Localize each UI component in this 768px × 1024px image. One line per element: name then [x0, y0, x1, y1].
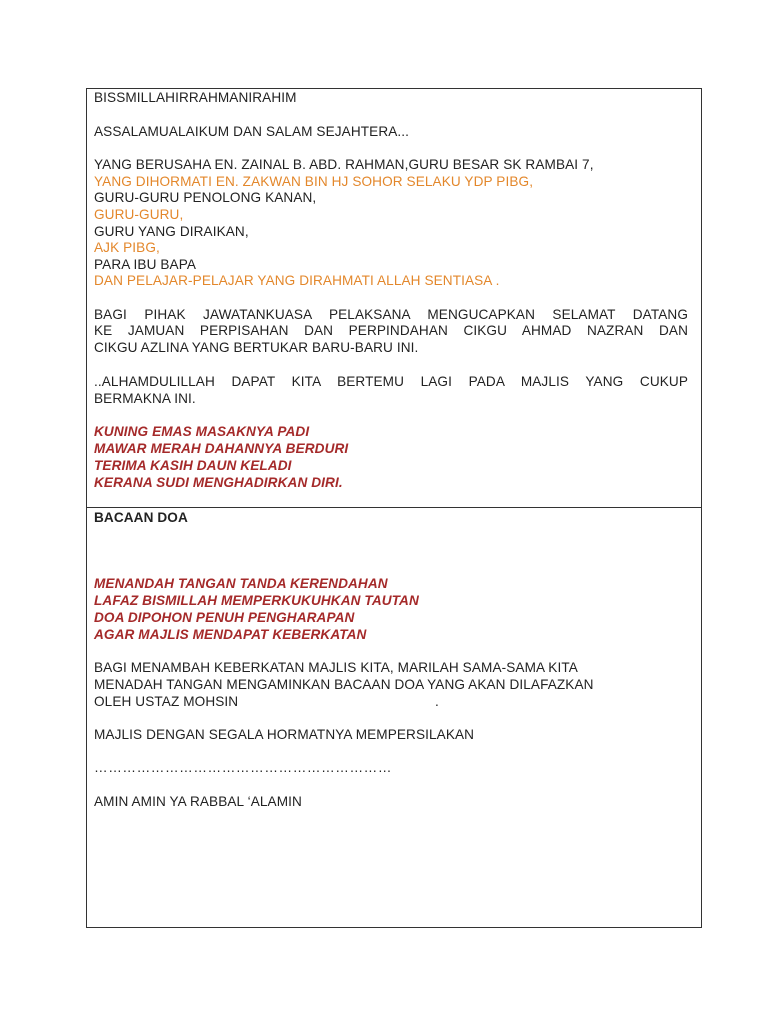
opening-speech-cell: [86, 88, 702, 508]
greeting-line: YANG DIHORMATI EN. ZAKWAN BIN HJ SOHOR SELAKU YDP PIBG,: [94, 174, 534, 189]
invitation-line: OLEH USTAZ MOHSIN: [94, 694, 239, 709]
greeting-line: GURU YANG DIRAIKAN,: [94, 224, 249, 239]
dotted-line: ………………………………………………………: [94, 760, 393, 775]
greeting-line: YANG BERUSAHA EN. ZAINAL B. ABD. RAHMAN,GURU BESAR SK RAMBAI 7,: [94, 157, 594, 172]
invitation-line: MENADAH TANGAN MENGAMINKAN BACAAN DOA YANG AKAN DILAFAZKAN: [94, 677, 594, 692]
greeting-line: AJK PIBG,: [94, 240, 160, 255]
salam-line: ASSALAMUALAIKUM DAN SALAM SEJAHTERA...: [94, 124, 410, 139]
doa-pantun-line: DOA DIPOHON PENUH PENGHARAPAN: [94, 610, 355, 625]
mempersilakan-line: MAJLIS DENGAN SEGALA HORMATNYA MEMPERSILAKAN: [94, 727, 475, 742]
greeting-line: GURU-GURU PENOLONG KANAN,: [94, 190, 317, 205]
doa-pantun-line: AGAR MAJLIS MENDAPAT KEBERKATAN: [94, 627, 367, 642]
amin-line: AMIN AMIN YA RABBAL ‘ALAMIN: [94, 794, 302, 809]
invitation-end-period: .: [435, 694, 439, 709]
doa-pantun-line: MENANDAH TANGAN TANDA KERENDAHAN: [94, 576, 388, 591]
doa-heading: BACAAN DOA: [94, 510, 188, 525]
greeting-line: DAN PELAJAR-PELAJAR YANG DIRAHMATI ALLAH SENTIASA .: [94, 273, 500, 288]
document-page: [86, 88, 704, 926]
bismillah-line: BISSMILLAHIRRAHMANIRAHIM: [94, 90, 297, 105]
welcome-line: BAGI PIHAK JAWATANKUASA PELAKSANA MENGUCAPKAN SELAMAT DATANG: [94, 307, 688, 322]
alhamdulillah-line: BERMAKNA INI.: [94, 391, 196, 406]
pantun-line: KERANA SUDI MENGHADIRKAN DIRI.: [94, 475, 343, 490]
greeting-line: PARA IBU BAPA: [94, 257, 197, 272]
pantun-line: TERIMA KASIH DAUN KELADI: [94, 458, 292, 473]
pantun-line: MAWAR MERAH DAHANNYA BERDURI: [94, 441, 349, 456]
doa-cell: [86, 507, 702, 928]
greeting-line: GURU-GURU,: [94, 207, 184, 222]
welcome-line: CIKGU AZLINA YANG BERTUKAR BARU-BARU INI.: [94, 340, 419, 355]
pantun-line: KUNING EMAS MASAKNYA PADI: [94, 424, 310, 439]
welcome-line: KE JAMUAN PERPISAHAN DAN PERPINDAHAN CIKGU AHMAD NAZRAN DAN: [94, 323, 688, 338]
doa-pantun-line: LAFAZ BISMILLAH MEMPERKUKUHKAN TAUTAN: [94, 593, 419, 608]
invitation-line: BAGI MENAMBAH KEBERKATAN MAJLIS KITA, MARILAH SAMA-SAMA KITA: [94, 660, 578, 675]
alhamdulillah-line: ..ALHAMDULILLAH DAPAT KITA BERTEMU LAGI PADA MAJLIS YANG CUKUP: [94, 374, 688, 389]
